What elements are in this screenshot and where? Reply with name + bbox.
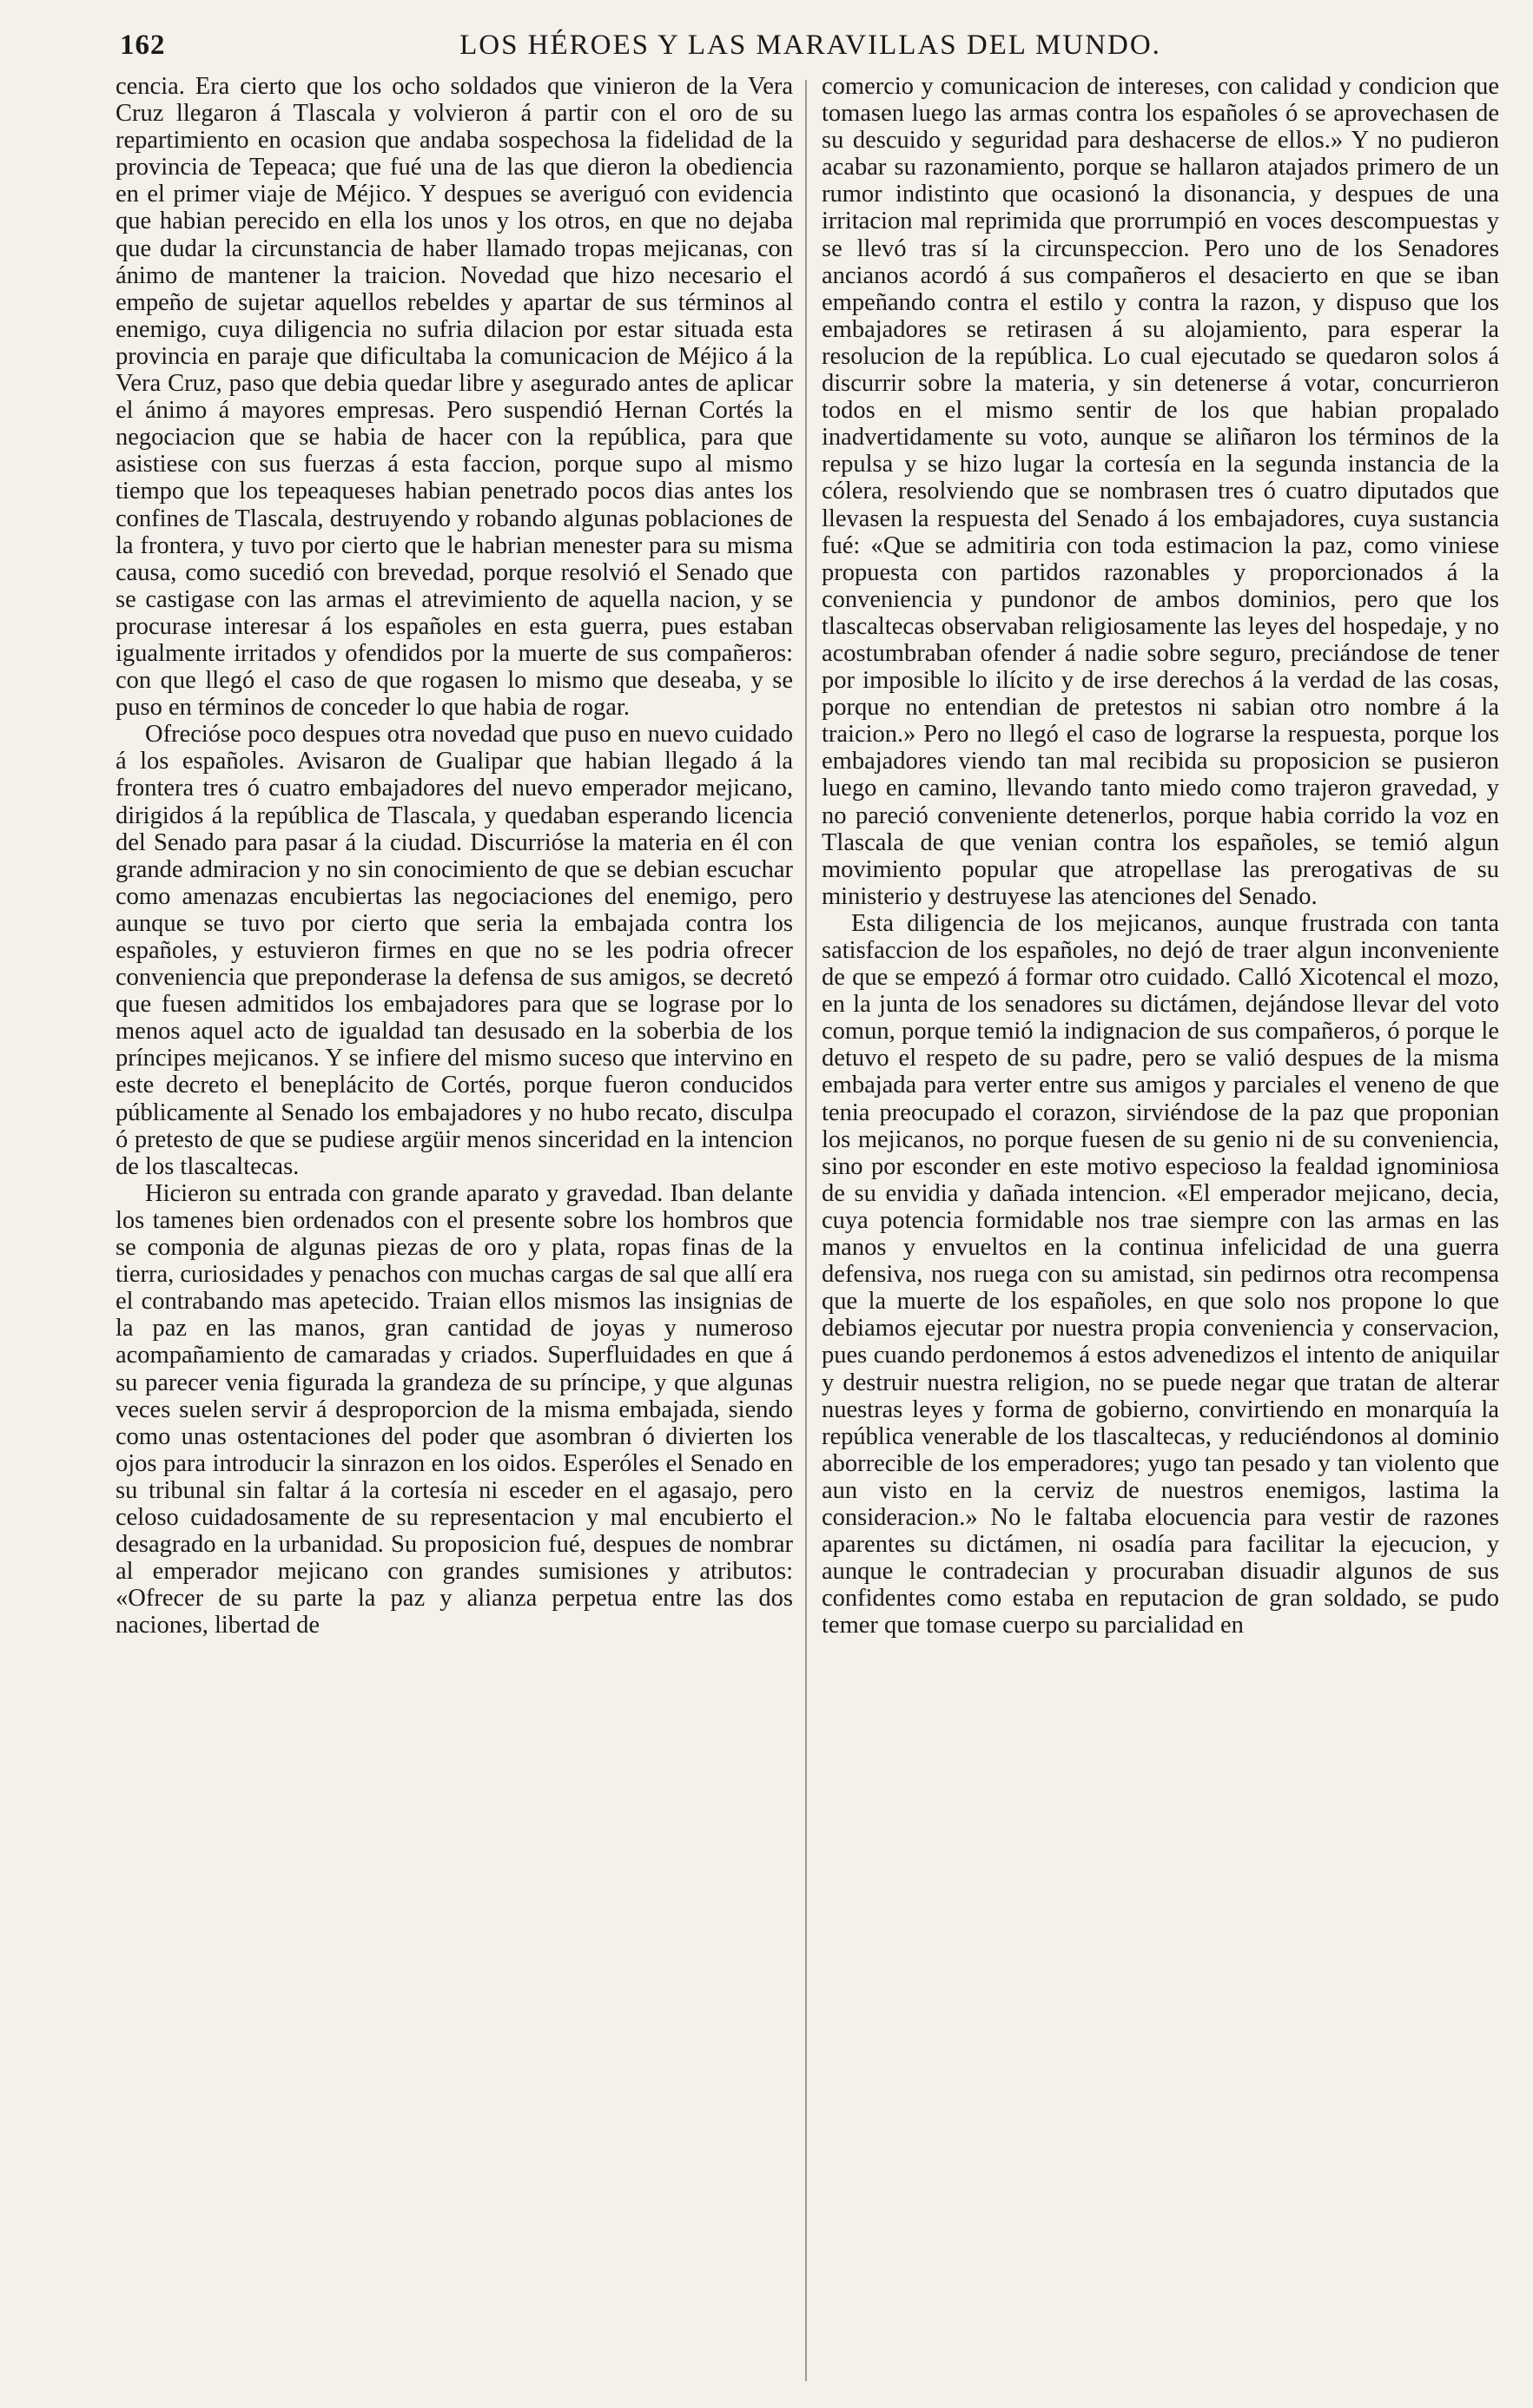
paragraph: Hicieron su entrada con grande aparato y gravedad. Iban delante los tamenes bien ordenados con el presente sobre los hombros que se componia de algunas piezas de oro y plata, ropas finas de la tierra, curiosidades y penachos con muchas cargas de sal que allí era el contrabando mas apetecido. Traian ellos mismos las insignias de la paz en las manos, gran cantidad de joyas y numeroso acompañamiento de camaradas y criados. Superfluidades en que á su parecer venia figurada la grandeza de su príncipe, y que algunas veces suelen servir á desproporcion de la misma embajada, siendo como unas ostentaciones del poder que asombran ó divierten los ojos para introducir la sinrazon en los oidos. Esperóles el Senado en su tribunal sin faltar á la cortesía ni esceder en el agasajo, pero celoso cuidadosamente de su representacion y mal encubierto el desagrado en la urbanidad. Su proposicion fué, despues de nombrar al emperador mejicano con grandes sumisiones y atributos: «Ofrecer de su parte la paz y alianza perpetua entre las dos naciones, libertad de [116,1179,793,1639]
column-divider [805,80,807,2381]
paragraph: Esta diligencia de los mejicanos, aunque frustrada con tanta satisfaccion de los españoles, no dejó de traer algun inconveniente de que se empezó á formar otro cuidado. Calló Xicotencal el mozo, en la junta de los senadores su dictámen, dejándose llevar del voto comun, porque temió la indignacion de sus compañeros, ó porque le detuvo el respeto de su padre, pero se valió despues de la misma embajada para verter entre sus amigos y parciales el veneno de que tenia preocupado el corazon, sirviéndose de la paz que proponian los mejicanos, no porque fuesen de su genio ni de su conveniencia, sino por esconder en este motivo especioso la fealdad ignominiosa de su envidia y dañada intencion. «El emperador mejicano, decia, cuya potencia formidable nos trae siempre con las armas en las manos y envueltos en la continua infelicidad de una guerra defensiva, nos ruega con su amistad, sin pedirnos otra recompensa que la muerte de los españoles, en que solo nos propone lo que debiamos ejecutar por nuestra propia conveniencia y conservacion, pues cuando perdonemos á estos advenedizos el intento de aniquilar y destruir nuestra religion, no se puede negar que tratan de alterar nuestras leyes y forma de gobierno, convirtiendo en monarquía la república venerable de los tlascaltecas, y reduciéndonos al dominio aborrecible de los emperadores; yugo tan pesado y tan violento que aun visto en la cerviz de nuestros enemigos, lastima la consideracion.» No le faltaba elocuencia para vestir de razones aparentes su dictámen, ni osadía para facilitar la ejecucion, y aunque le contradecian y procuraban disuadir algunos de sus confidentes como estaba en reputacion de gran soldado, se pudo temer que tomase cuerpo su parcialidad en [822,909,1499,1639]
paragraph-continuation: cencia. Era cierto que los ocho soldados que vinieron de la Vera Cruz llegaron á Tlascala y volvieron á partir con el oro de su repartimiento en ocasion que andaba sospechosa la fidelidad de la provincia de Tepeaca; que fué una de las que dieron la obediencia en el primer viaje de Méjico. Y despues se averiguó con evidencia que habian perecido en ella los unos y los otros, en que no dejaba que dudar la circunstancia de haber llamado tropas mejicanas, con ánimo de mantener la traicion. Novedad que hizo necesario el empeño de sujetar aquellos rebeldes y apartar de sus términos al enemigo, cuya diligencia no sufria dilacion por estar situada esta provincia en paraje que dificultaba la comunicacion de Méjico á la Vera Cruz, paso que debia quedar libre y asegurado antes de aplicar el ánimo á mayores empresas. Pero suspendió Hernan Cortés la negociacion que se habia de hacer con la república, para que asistiese con sus fuerzas á esta faccion, porque supo al mismo tiempo que los tepeaqueses habian penetrado pocos dias antes los confines de Tlascala, destruyendo y robando algunas poblaciones de la frontera, y tuvo por cierto que le habrian menester para su misma causa, como sucedió con brevedad, porque resolvió el Senado que se castigase con las armas el atrevimiento de aquella nacion, y se procurase interesar á los españoles en esta guerra, pues estaban igualmente irritados y ofendidos por la muerte de sus compañeros: con que llegó el caso de que rogasen lo mismo que deseaba, y se puso en términos de conceder lo que habia de rogar. [116,73,793,722]
page-header [120,30,1501,75]
running-title: LOS HÉROES Y LAS MARAVILLAS DEL MUNDO. [459,30,1161,61]
paragraph: Ofrecióse poco despues otra novedad que puso en nuevo cuidado á los españoles. Avisaron de Gualipar que habian llegado á la frontera tres ó cuatro embajadores del nuevo emperador mejicano, dirigidos á la república de Tlascala, y quedaban esperando licencia del Senado para pasar á la ciudad. Discurrióse la materia en él con grande admiracion y no sin conocimiento de que se debian escuchar como amenazas encubiertas las negociaciones del enemigo, pero aunque se tuvo por cierto que seria la embajada contra los españoles, y estuvieron firmes en que no se les podria ofrecer conveniencia que preponderase la defensa de sus amigos, se decretó que fuesen admitidos los embajadores para que se lograse por lo menos aquel acto de igualdad tan desusado en la soberbia de los príncipes mejicanos. Y se infiere del mismo suceso que intervino en este decreto el beneplácito de Cortés, porque fueron conducidos públicamente al Senado los embajadores y no hubo recato, disculpa ó pretesto de que se pudiese argüir menos sinceridad en la intencion de los tlascaltecas. [116,721,793,1180]
paragraph-continuation: comercio y comunicacion de intereses, con calidad y condicion que tomasen luego las armas contra los españoles ó se aprovechasen de su descuido y seguridad para deshacerse de ellos.» Y no pudieron acabar su razonamiento, porque se hallaron atajados primero de un rumor indistinto que ocasionó la disonancia, y despues de una irritacion mal reprimida que prorrumpió en voces descompuestas y se llevó tras sí la circunspeccion. Pero uno de los Senadores ancianos acordó á sus compañeros el desacierto en que se iban empeñando contra el estilo y contra la razon, y dispuso que los embajadores se retirasen á su alojamiento, para esperar la resolucion de la república. Lo cual ejecutado se quedaron solos á discurrir sobre la materia, y sin detenerse á votar, concurrieron todos en el mismo sentir de los que habian propalado inadvertidamente su voto, aunque se aliñaron los términos de la repulsa y se hizo lugar la cortesía en la segunda instancia de la cólera, resolviendo que se nombrasen tres ó cuatro diputados que llevasen la respuesta del Senado á los embajadores, cuya sustancia fué: «Que se admitiria con toda estimacion la paz, como viniese propuesta con partidos razonables y proporcionados á la conveniencia y pundonor de ambos dominios, pero que los tlascaltecas observaban religiosamente las leyes del hospedaje, y no acostumbraban ofender á nadie sobre seguro, preciándose de tener por imposible lo ilícito y de irse derechos á la verdad de las cosas, porque no entendian de pretestos ni sabian otro nombre á la traicion.» Pero no llegó el caso de lograrse la respuesta, porque los embajadores viendo tan mal recibida su proposicion se pusieron luego en camino, llevando tanto miedo como trajeron gravedad, y no pareció conveniente detenerlos, porque habia corrido la voz en Tlascala de que venian contra los españoles, se temió algun movimiento popular que atropellase las prerogativas de su ministerio y destruyese las atenciones del Senado. [822,73,1499,910]
left-column [116,73,793,2388]
page-number: 162 [120,30,166,61]
right-column [822,73,1499,2388]
